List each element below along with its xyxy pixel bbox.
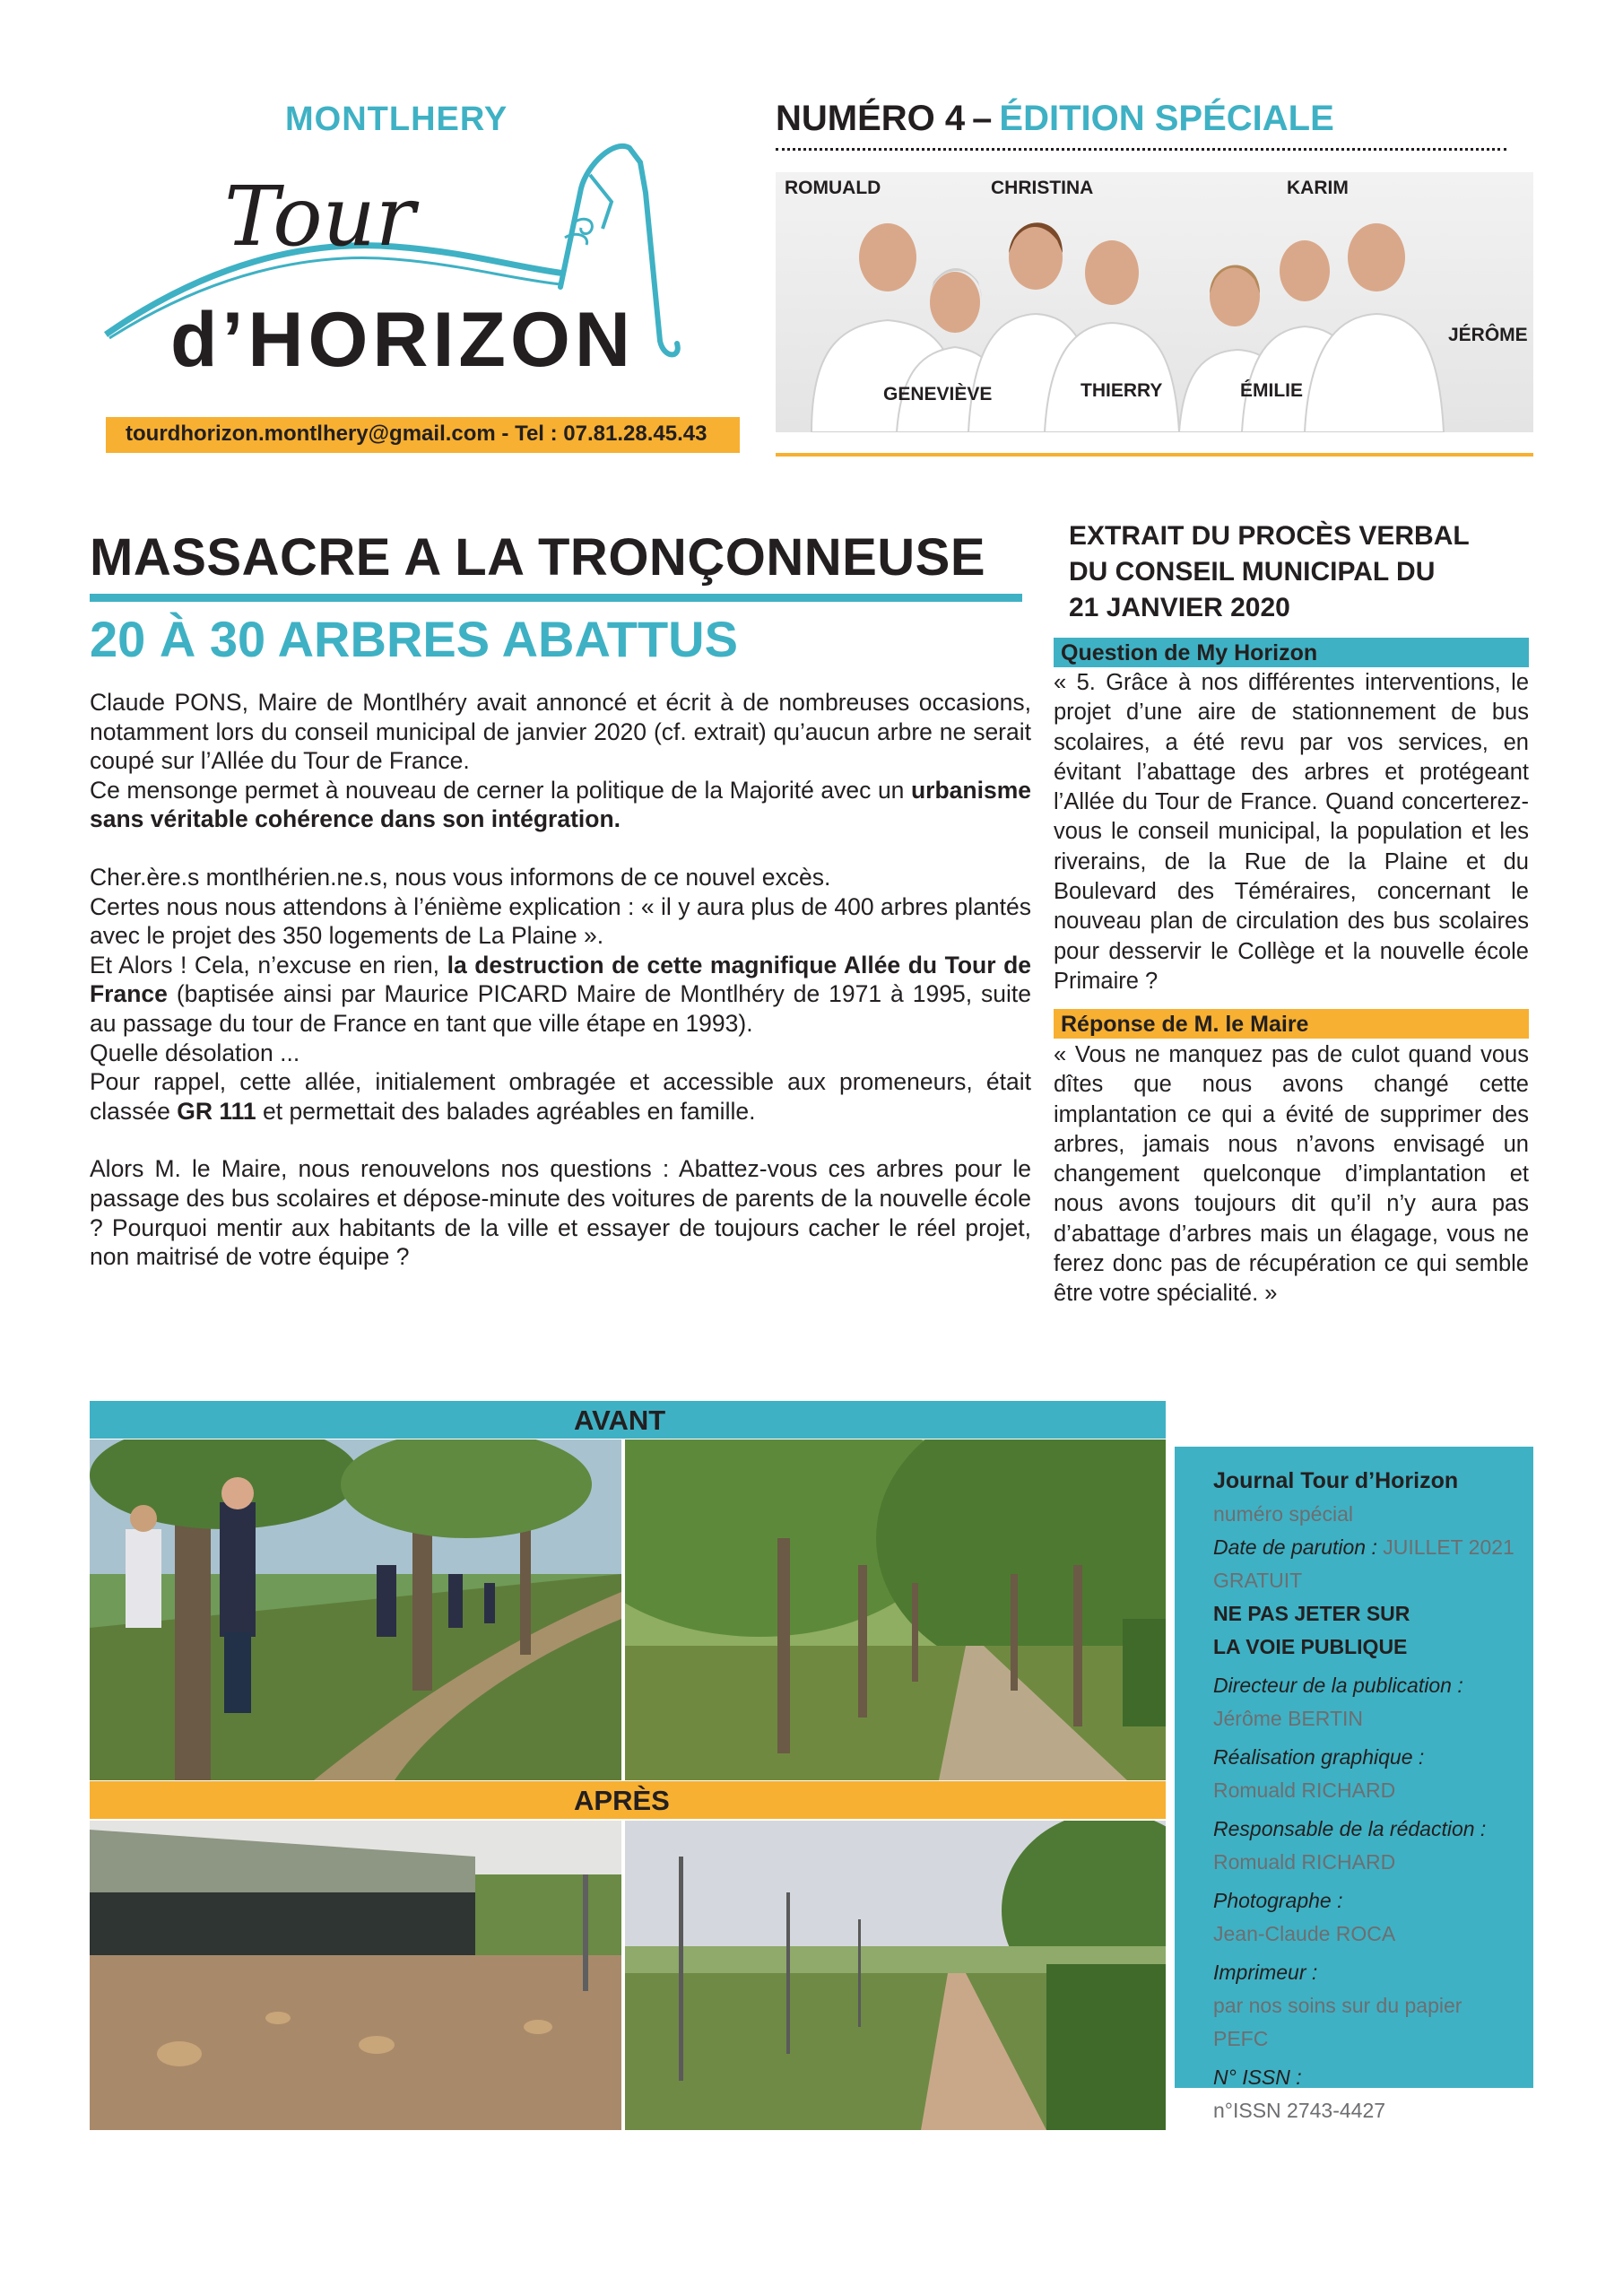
paragraph-5-text: Et Alors ! Cela, n’excuse en rien, [90,951,447,978]
colophon-date-value: JUILLET 2021 [1383,1535,1515,1559]
excerpt-title-line-3: 21 JANVIER 2020 [1069,593,1290,622]
colophon-photographer-label: Photographe : [1213,1889,1343,1912]
logo-word-tour: Tour [224,169,415,265]
colophon-issn: n°ISSN 2743-4427 [1213,2099,1386,2122]
team-name-jerome: JÉRÔME [1448,325,1528,345]
colophon-director-label: Directeur de la publication : [1213,1674,1463,1697]
paragraph-7-bold: GR 111 [177,1097,256,1125]
colophon-editor-label: Responsable de la rédaction : [1213,1817,1487,1840]
colophon-printer-label: Imprimeur : [1213,1961,1318,1984]
logo-word-horizon: d’HORIZON [170,297,635,383]
paragraph-7-rest: et permettait des balades agréables en famille. [256,1097,756,1125]
paragraph-2-bold: urbanisme sans véritable cohérence dans son intégration. [90,776,1031,833]
excerpt-title [1069,518,1535,626]
article-subhead: 20 À 30 ARBRES ABATTUS [90,611,738,667]
excerpt-title-line-1: EXTRAIT DU PROCÈS VERBAL [1069,521,1470,551]
paragraph-5 [90,951,1031,1039]
before-photo-path-art [625,1439,1166,1780]
contact-info: tourdhorizon.montlhery@gmail.com - Tel : 07.81.28.45.43 [126,422,707,446]
paragraph-3: Cher.ère.s montlhérien.ne.s, nous vous informons de ce nouvel excès. [90,863,831,891]
colophon-graphics: Romuald RICHARD [1213,1779,1396,1802]
team-name-christina: CHRISTINA [991,178,1094,198]
issue-number: NUMÉRO 4 [776,99,966,138]
before-photo-people [90,1439,621,1780]
colophon-date-label: Date de parution : [1213,1535,1377,1559]
paragraph-5-rest: (baptisée ainsi par Maurice PICARD Maire de Montlhéry de 1971 à 1995, suite au passage du tour de France en tant que ville étape en 1993). [90,980,1031,1037]
headline-rule [90,594,1022,602]
excerpt-title-line-2: DU CONSEIL MUNICIPAL DU [1069,557,1436,587]
colophon [1213,1465,1518,2127]
after-bar [90,1781,1166,1819]
paragraph-6: Quelle désolation ... [90,1039,300,1066]
after-photo-path [625,1821,1166,2130]
colophon-date [1213,1531,1518,1564]
colophon-printer: par nos soins sur du papier PEFC [1213,1994,1462,2050]
answer-text: « Vous ne manquez pas de culot quand vous dîtes que nous avons changé cette implantation ce qui a évité de supprimer des arbres, jamais nous n’avons envisagé un changement quelconque d’implantation et nous avons toujours dit qu’il n’y aura pas d’abattage d’arbres mais un élagage, vous ne ferez donc pas de récupération ce qui semble être votre spécialité. » [1054,1042,1529,1307]
team-name-romuald: ROMUALD [785,178,881,198]
after-photo-path-art [625,1821,1166,2130]
issue-separator: – [972,99,993,138]
before-bar [90,1401,1166,1439]
paragraph-5-bold: la destruction de cette magnifique Allée du Tour de France [90,951,1031,1008]
after-photo-building-art [90,1821,621,2130]
issue-special: ÉDITION SPÉCIALE [999,99,1334,138]
colophon-director: Jérôme BERTIN [1213,1707,1364,1730]
team-name-emilie: ÉMILIE [1240,380,1304,401]
paragraph-2 [90,776,1031,834]
team-name-genevieve: GENEVIÈVE [883,384,993,404]
colophon-journal: Journal Tour d’Horizon [1213,1468,1459,1493]
colophon-issn-label: N° ISSN : [1213,2066,1302,2089]
answer-label: Réponse de M. le Maire [1061,1012,1309,1037]
colophon-edition: numéro spécial [1213,1502,1353,1526]
colophon-price: GRATUIT [1213,1569,1303,1592]
after-photo-building [90,1821,621,2130]
question-label: Question de My Horizon [1061,640,1318,665]
paragraph-8: Alors M. le Maire, nous renouvelons nos questions : Abattez-vous ces arbres pour le passage des bus scolaires et dépose-minute des voitures de parents de la nouvelle école ? Pourquoi mentir aux habitants de la ville et essayer de toujours cacher le réel projet, non maitrisé de votre équipe ? [90,1155,1031,1271]
colophon-editor: Romuald RICHARD [1213,1850,1396,1874]
dotted-rule [776,148,1506,151]
issue-title [776,99,1334,139]
team-name-thierry: THIERRY [1081,380,1163,401]
before-photo-people-art [90,1439,621,1780]
article-headline: MASSACRE A LA TRONÇONNEUSE [90,528,986,587]
before-label: AVANT [574,1405,666,1436]
team-photo [776,172,1533,432]
article-body [90,688,1031,1272]
paragraph-7-text: Pour rappel, cette allée, initialement ombragée et accessible aux promeneurs, était classée [90,1068,1031,1125]
after-label: APRÈS [574,1785,670,1816]
paragraph-4: Certes nous nous attendons à l’énième explication : « il y aura plus de 400 arbres plantés avec le projet des 350 logements de La Plaine ». [90,892,1031,950]
colophon-photographer: Jean-Claude ROCA [1213,1922,1396,1945]
colophon-graphics-label: Réalisation graphique : [1213,1745,1425,1769]
team-name-karim: KARIM [1287,178,1349,198]
question-text: « 5. Grâce à nos différentes interventions, le projet d’une aire de stationnement de bus scolaires, a été revu par vos services, en évitant l’abattage des arbres et protégeant l’Allée du Tour de France. Quand concerterez-vous le conseil municipal, la population et les riverains, de la Rue de la Plaine et du Boulevard des Téméraires, concernant le nouveau plan de circulation des bus scolaires pour desservir le Collège et la nouvelle école Primaire ? [1054,670,1529,994]
colophon-warning-1: NE PAS JETER SUR [1213,1602,1410,1625]
paragraph-7 [90,1067,1031,1126]
city-name: MONTLHERY [285,100,508,138]
header-rule [776,453,1533,457]
before-photo-path [625,1439,1166,1780]
colophon-warning-2: LA VOIE PUBLIQUE [1213,1635,1408,1658]
paragraph-2-text: Ce mensonge permet à nouveau de cerner la politique de la Majorité avec un [90,776,911,804]
paragraph-1: Claude PONS, Maire de Montlhéry avait annoncé et écrit à de nombreuses occasions, notamment lors du conseil municipal de janvier 2020 (cf. extrait) qu’aucun arbre ne serait coupé sur l’Allée du Tour de France. [90,689,1031,775]
